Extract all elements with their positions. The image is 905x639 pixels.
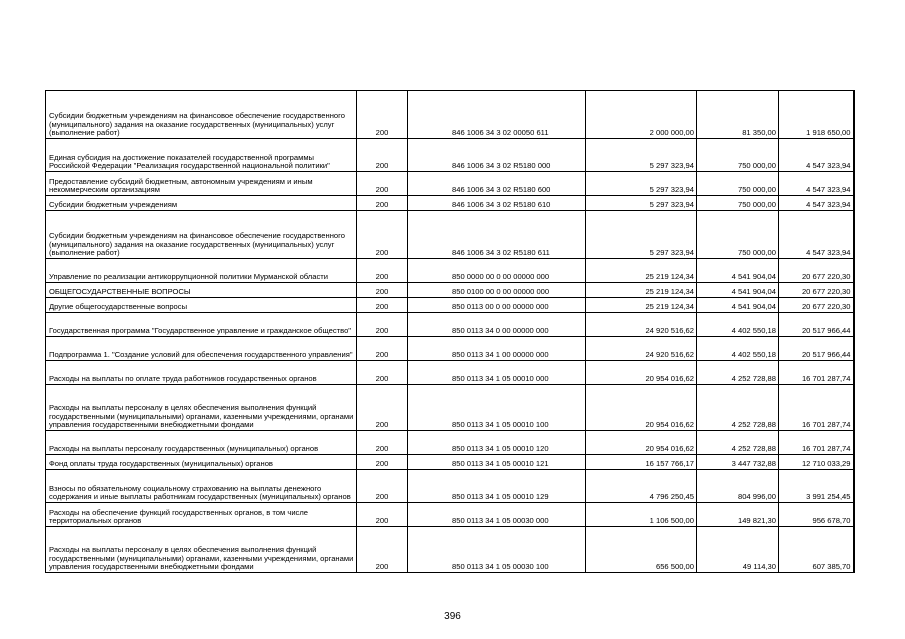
row-kbk-cell: 850 0113 34 1 05 00030 100 bbox=[408, 527, 586, 573]
row-remaining-cell: 4 547 323,94 bbox=[779, 196, 854, 211]
row-executed-cell: 81 350,00 bbox=[697, 91, 779, 139]
row-executed-cell: 3 447 732,88 bbox=[697, 455, 779, 470]
row-approved-cell: 24 920 516,62 bbox=[586, 337, 697, 361]
row-remaining-cell: 4 547 323,94 bbox=[779, 211, 854, 259]
row-approved-cell: 5 297 323,94 bbox=[586, 172, 697, 196]
row-executed-cell: 149 821,30 bbox=[697, 503, 779, 527]
row-executed-cell: 750 000,00 bbox=[697, 196, 779, 211]
row-name-cell: Единая субсидия на достижение показателей государственной программы Российской Федерации "Реализация государственной национальной политики" bbox=[46, 139, 357, 172]
row-remaining-cell: 20 677 220,30 bbox=[779, 283, 854, 298]
row-kbk-cell: 846 1006 34 3 02 R5180 611 bbox=[408, 211, 586, 259]
row-remaining-cell: 20 517 966,44 bbox=[779, 337, 854, 361]
row-remaining-cell: 4 547 323,94 bbox=[779, 172, 854, 196]
table-row bbox=[46, 361, 854, 385]
page-number: 396 bbox=[444, 611, 461, 622]
table-row bbox=[46, 455, 854, 470]
row-executed-cell: 4 252 728,88 bbox=[697, 361, 779, 385]
row-remaining-cell: 20 677 220,30 bbox=[779, 298, 854, 313]
row-kbk-cell: 850 0000 00 0 00 00000 000 bbox=[408, 259, 586, 283]
row-approved-cell: 24 920 516,62 bbox=[586, 313, 697, 337]
row-approved-cell: 1 106 500,00 bbox=[586, 503, 697, 527]
row-code-cell: 200 bbox=[357, 361, 408, 385]
row-code-cell: 200 bbox=[357, 431, 408, 455]
row-approved-cell: 2 000 000,00 bbox=[586, 91, 697, 139]
row-approved-cell: 5 297 323,94 bbox=[586, 196, 697, 211]
row-approved-cell: 656 500,00 bbox=[586, 527, 697, 573]
row-executed-cell: 49 114,30 bbox=[697, 527, 779, 573]
table-row bbox=[46, 91, 854, 139]
row-code-cell: 200 bbox=[357, 259, 408, 283]
row-name-cell: Фонд оплаты труда государственных (муниципальных) органов bbox=[46, 455, 357, 470]
row-name-cell: Расходы на выплаты персоналу в целях обеспечения выполнения функций государственными (муниципальными) органами, казенными учреждениями, органами управления государственными внебюджетными фондами bbox=[46, 527, 357, 573]
row-remaining-cell: 20 517 966,44 bbox=[779, 313, 854, 337]
row-name-cell: Предоставление субсидий бюджетным, автономным учреждениям и иным некоммерческим организациям bbox=[46, 172, 357, 196]
row-remaining-cell: 12 710 033,29 bbox=[779, 455, 854, 470]
row-remaining-cell: 16 701 287,74 bbox=[779, 431, 854, 455]
table-row bbox=[46, 527, 854, 573]
table-row bbox=[46, 211, 854, 259]
table-row bbox=[46, 470, 854, 503]
row-code-cell: 200 bbox=[357, 337, 408, 361]
row-executed-cell: 4 252 728,88 bbox=[697, 385, 779, 431]
row-executed-cell: 4 252 728,88 bbox=[697, 431, 779, 455]
row-approved-cell: 4 796 250,45 bbox=[586, 470, 697, 503]
row-name-cell: Государственная программа "Государственное управление и гражданское общество" bbox=[46, 313, 357, 337]
table-row bbox=[46, 298, 854, 313]
row-code-cell: 200 bbox=[357, 283, 408, 298]
row-remaining-cell: 3 991 254,45 bbox=[779, 470, 854, 503]
row-name-cell: Расходы на выплаты персоналу государственных (муниципальных) органов bbox=[46, 431, 357, 455]
row-kbk-cell: 850 0113 00 0 00 00000 000 bbox=[408, 298, 586, 313]
row-approved-cell: 25 219 124,34 bbox=[586, 259, 697, 283]
row-kbk-cell: 846 1006 34 3 02 R5180 610 bbox=[408, 196, 586, 211]
row-approved-cell: 5 297 323,94 bbox=[586, 211, 697, 259]
row-approved-cell: 20 954 016,62 bbox=[586, 431, 697, 455]
row-remaining-cell: 20 677 220,30 bbox=[779, 259, 854, 283]
row-code-cell: 200 bbox=[357, 470, 408, 503]
row-name-cell: Расходы на выплаты персоналу в целях обеспечения выполнения функций государственными (муниципальными) органами, казенными учреждениями, органами управления государственными внебюджетными фондами bbox=[46, 385, 357, 431]
row-name-cell: Расходы на выплаты по оплате труда работников государственных органов bbox=[46, 361, 357, 385]
row-approved-cell: 20 954 016,62 bbox=[586, 361, 697, 385]
row-kbk-cell: 846 1006 34 3 02 R5180 000 bbox=[408, 139, 586, 172]
row-remaining-cell: 16 701 287,74 bbox=[779, 361, 854, 385]
row-executed-cell: 750 000,00 bbox=[697, 172, 779, 196]
table-row bbox=[46, 313, 854, 337]
row-kbk-cell: 850 0100 00 0 00 00000 000 bbox=[408, 283, 586, 298]
row-kbk-cell: 850 0113 34 1 05 00010 121 bbox=[408, 455, 586, 470]
row-executed-cell: 4 541 904,04 bbox=[697, 283, 779, 298]
table-row bbox=[46, 259, 854, 283]
row-kbk-cell: 850 0113 34 1 05 00010 129 bbox=[408, 470, 586, 503]
table-row bbox=[46, 172, 854, 196]
row-kbk-cell: 850 0113 34 1 05 00010 000 bbox=[408, 361, 586, 385]
table-row bbox=[46, 385, 854, 431]
row-approved-cell: 5 297 323,94 bbox=[586, 139, 697, 172]
row-remaining-cell: 956 678,70 bbox=[779, 503, 854, 527]
row-kbk-cell: 846 1006 34 3 02 R5180 600 bbox=[408, 172, 586, 196]
row-remaining-cell: 607 385,70 bbox=[779, 527, 854, 573]
row-code-cell: 200 bbox=[357, 313, 408, 337]
table-row bbox=[46, 196, 854, 211]
row-code-cell: 200 bbox=[357, 298, 408, 313]
table-row bbox=[46, 139, 854, 172]
row-executed-cell: 750 000,00 bbox=[697, 211, 779, 259]
row-approved-cell: 16 157 766,17 bbox=[586, 455, 697, 470]
row-executed-cell: 4 402 550,18 bbox=[697, 313, 779, 337]
row-code-cell: 200 bbox=[357, 211, 408, 259]
row-remaining-cell: 4 547 323,94 bbox=[779, 139, 854, 172]
row-kbk-cell: 850 0113 34 1 05 00010 120 bbox=[408, 431, 586, 455]
row-name-cell: Субсидии бюджетным учреждениям bbox=[46, 196, 357, 211]
row-name-cell: Взносы по обязательному социальному страхованию на выплаты денежного содержания и иные выплаты работникам государственных (муниципальных) органов bbox=[46, 470, 357, 503]
row-name-cell: ОБЩЕГОСУДАРСТВЕННЫЕ ВОПРОСЫ bbox=[46, 283, 357, 298]
row-kbk-cell: 850 0113 34 1 00 00000 000 bbox=[408, 337, 586, 361]
row-code-cell: 200 bbox=[357, 91, 408, 139]
table-body bbox=[46, 91, 854, 573]
row-approved-cell: 25 219 124,34 bbox=[586, 283, 697, 298]
row-code-cell: 200 bbox=[357, 503, 408, 527]
row-code-cell: 200 bbox=[357, 139, 408, 172]
row-code-cell: 200 bbox=[357, 172, 408, 196]
row-kbk-cell: 846 1006 34 3 02 00050 611 bbox=[408, 91, 586, 139]
row-name-cell: Субсидии бюджетным учреждениям на финансовое обеспечение государственного (муниципального) задания на оказание государственных (муниципальных) услуг (выполнение работ) bbox=[46, 211, 357, 259]
table-row bbox=[46, 337, 854, 361]
table-row bbox=[46, 431, 854, 455]
row-kbk-cell: 850 0113 34 1 05 00010 100 bbox=[408, 385, 586, 431]
row-executed-cell: 4 541 904,04 bbox=[697, 298, 779, 313]
row-name-cell: Подпрограмма 1. "Создание условий для обеспечения государственного управления" bbox=[46, 337, 357, 361]
table-row bbox=[46, 283, 854, 298]
row-name-cell: Субсидии бюджетным учреждениям на финансовое обеспечение государственного (муниципального) задания на оказание государственных (муниципальных) услуг (выполнение работ) bbox=[46, 91, 357, 139]
row-kbk-cell: 850 0113 34 1 05 00030 000 bbox=[408, 503, 586, 527]
row-name-cell: Управление по реализации антикоррупционной политики Мурманской области bbox=[46, 259, 357, 283]
row-executed-cell: 4 541 904,04 bbox=[697, 259, 779, 283]
row-approved-cell: 20 954 016,62 bbox=[586, 385, 697, 431]
row-kbk-cell: 850 0113 34 0 00 00000 000 bbox=[408, 313, 586, 337]
table-row bbox=[46, 503, 854, 527]
row-executed-cell: 804 996,00 bbox=[697, 470, 779, 503]
row-approved-cell: 25 219 124,34 bbox=[586, 298, 697, 313]
budget-execution-table bbox=[45, 90, 855, 573]
row-code-cell: 200 bbox=[357, 385, 408, 431]
row-executed-cell: 4 402 550,18 bbox=[697, 337, 779, 361]
row-name-cell: Другие общегосударственные вопросы bbox=[46, 298, 357, 313]
row-code-cell: 200 bbox=[357, 527, 408, 573]
row-executed-cell: 750 000,00 bbox=[697, 139, 779, 172]
row-remaining-cell: 16 701 287,74 bbox=[779, 385, 854, 431]
row-remaining-cell: 1 918 650,00 bbox=[779, 91, 854, 139]
row-code-cell: 200 bbox=[357, 196, 408, 211]
row-code-cell: 200 bbox=[357, 455, 408, 470]
row-name-cell: Расходы на обеспечение функций государственных органов, в том числе территориальных органов bbox=[46, 503, 357, 527]
